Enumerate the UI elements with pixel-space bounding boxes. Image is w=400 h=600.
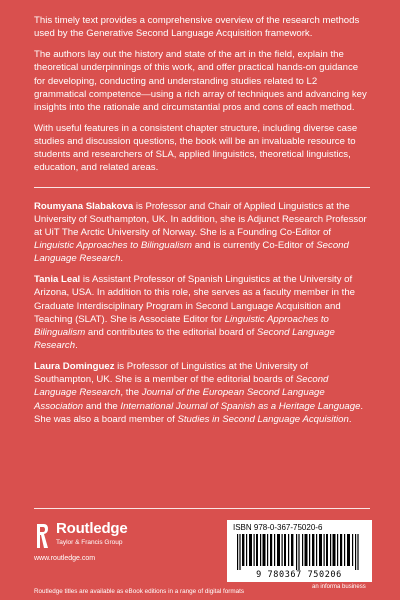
bio-text: and the [83,400,121,412]
author-name: Roumyana Slabakova [34,200,134,212]
description-paragraph: This timely text provides a comprehensive overview of the research methods used by the Generative Second Language Acquisition framework. [34,15,360,40]
bio-text: . She was also a board member of [34,400,364,425]
author-bio-leal [34,273,370,352]
informa-tagline: an informa business [312,584,366,590]
back-cover-text [34,14,370,434]
journal-title: International Journal of Spanish as a Heritage Language [120,400,361,412]
bio-text: . [120,253,124,265]
bio-text: . [75,339,78,351]
bio-text: . [348,413,352,425]
journal-title: Second Language Research [34,239,349,265]
author-name: Laura Dominguez [34,361,115,373]
description-paragraph: The authors lay out the history and state of the art in the field, explain the theoretical underpinnings of this work, and offer practical hands-on guidance for developing, conducting and understanding studies related to L2 grammatical competence—using a rich array of techniques and advancing key insights into the rationale and circumstantial pros and cons of each method. [34,49,367,113]
ebook-note: Routledge titles are available as eBook editions in a range of digital formats [34,588,245,595]
barcode-icon [231,534,368,570]
isbn-barcode [227,520,372,582]
publisher-group: Taylor & Francis Group [56,539,123,546]
section-divider [34,187,370,188]
footer-divider [34,508,370,509]
bio-text: , the [120,387,142,399]
publisher-name: Routledge [56,520,128,537]
journal-title: Linguistic Approaches to Bilingualism [34,313,329,338]
publisher-url: www.routledge.com [34,555,96,562]
publisher-logo [34,518,174,568]
bio-text: and contributes to the editorial board of [85,326,257,338]
bio-text: is Assistant Professor of Spanish Linguistics at the University of Arizona, USA. In addition to this role, she serves as a faculty member in the Graduate Interdisciplinary Program in Second Language Acquisition and Teaching (SLAT). She is Associate Editor for [34,274,356,325]
bio-text: is Professor of Linguistics at the University of Southampton, UK. She is a member of the editorial boards of [34,361,309,386]
journal-title: Journal of the European Second Language Association [34,387,325,412]
author-bio-slabakova [34,200,370,266]
barcode-digits: 9 780367 750206 [256,570,342,580]
description-paragraph: With useful features in a consistent chapter structure, including diverse case studies and discussion questions, the book will be an invaluable resource to students and researchers of SLA, applied linguistics, theoretical linguistics, education, and related areas. [34,122,358,174]
routledge-mark-icon [34,522,50,550]
journal-title: Linguistic Approaches to Bilingualism [34,239,193,251]
isbn-number: ISBN 978-0-367-75020-6 [233,523,323,532]
author-bio-dominguez [34,360,370,426]
author-name: Tania Leal [34,274,81,286]
bio-text: and is currently Co-Editor of [192,239,317,251]
book-description [34,14,370,175]
journal-title: Second Language Research [34,326,335,351]
journal-title: Studies in Second Language Acquisition [177,413,349,425]
bio-text: is Professor and Chair of Applied Linguistics at the University of Southampton, UK. In addition, she is Adjunct Research Professor at UiT The Arctic University of Norway. She is a Founding Co-Editor of [34,200,367,238]
journal-title: Second Language Research [34,374,329,399]
